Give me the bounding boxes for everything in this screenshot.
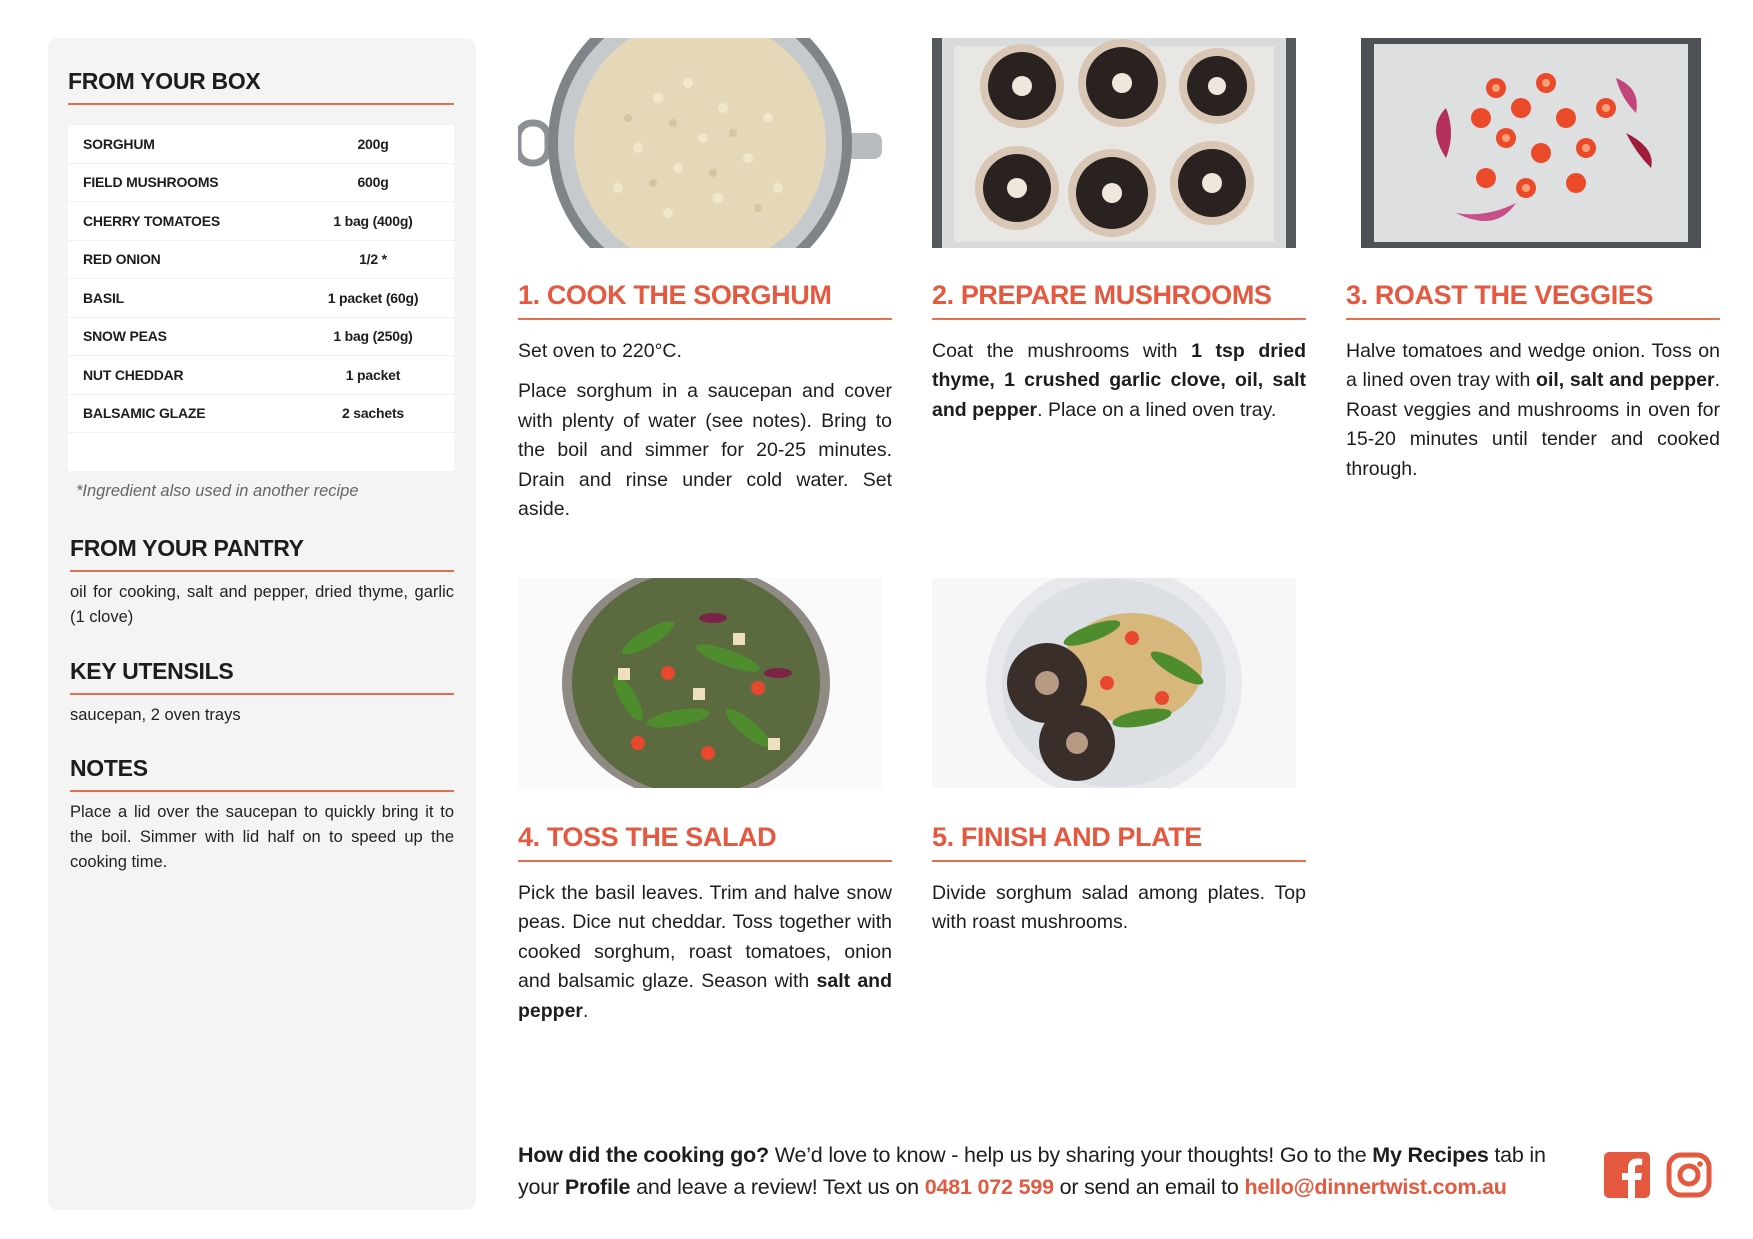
footer-my-recipes: My Recipes xyxy=(1372,1143,1489,1167)
ingredient-name: BALSAMIC GLAZE xyxy=(83,405,206,422)
feedback-footer xyxy=(518,1140,1578,1203)
notes-text: Place a lid over the saucepan to quickly bring it to the boil. Simmer with lid half on to speed up the cooking time. xyxy=(70,803,454,871)
step-4-title: 4. TOSS THE SALAD xyxy=(518,822,892,862)
ingredient-name: RED ONION xyxy=(83,251,161,268)
step-1-text xyxy=(518,337,892,524)
utensils-text: saucepan, 2 oven trays xyxy=(70,706,241,724)
step-4-text xyxy=(518,879,892,1026)
ingredients-table xyxy=(68,125,454,471)
ingredient-row xyxy=(68,202,454,241)
salad-bowl-photo xyxy=(518,578,882,788)
ingredient-qty: 1 bag (250g) xyxy=(333,328,413,345)
step-1-title: 1. COOK THE SORGHUM xyxy=(518,280,892,320)
footer-text-2: tab in your xyxy=(518,1143,1546,1199)
ingredient-row xyxy=(68,279,454,318)
step-2-title: 2. PREPARE MUSHROOMS xyxy=(932,280,1306,320)
footer-text-4: or send an email to xyxy=(1053,1174,1245,1199)
ingredient-name: SNOW PEAS xyxy=(83,328,167,345)
ingredient-name: BASIL xyxy=(83,289,125,306)
from-your-pantry-heading: FROM YOUR PANTRY xyxy=(70,535,454,572)
ingredient-qty: 1/2 * xyxy=(359,251,387,268)
step-3-text-bold: oil, salt and pepper xyxy=(1536,369,1715,392)
ingredient-qty: 1 bag (400g) xyxy=(333,212,413,229)
step-4-text-b: . xyxy=(583,999,589,1022)
step-2-text-b: . Place on a lined oven tray. xyxy=(1037,398,1277,421)
ingredient-row xyxy=(68,395,454,434)
step-3-text-b: . Roast veggies and mushrooms in oven for 15-20 minutes until tender and cooked through. xyxy=(1346,369,1721,480)
ingredient-blank-row xyxy=(68,433,454,471)
step-3-text xyxy=(1346,337,1720,484)
step-3-title: 3. ROAST THE VEGGIES xyxy=(1346,280,1720,320)
ingredients-sidebar xyxy=(48,38,476,1210)
step-1-paragraph-1: Set oven to 220°C. xyxy=(518,340,682,362)
mushrooms-photo xyxy=(932,38,1296,248)
footer-profile: Profile xyxy=(564,1174,631,1199)
step-4-text-a: Pick the basil leaves. Trim and halve snow peas. Dice nut cheddar. Toss together with cooked sorghum, roast tomatoes, onion and balsamic glaze. Season with xyxy=(518,882,892,993)
from-your-box-heading: FROM YOUR BOX xyxy=(68,68,454,105)
ingredient-qty: 1 packet xyxy=(345,366,401,383)
ingredient-name: CHERRY TOMATOES xyxy=(83,212,221,229)
step-2-text-a: Coat the mushrooms with xyxy=(932,340,1192,362)
ingredient-name: NUT CHEDDAR xyxy=(83,366,184,383)
key-utensils-heading: KEY UTENSILS xyxy=(70,658,454,695)
ingredient-footnote: *Ingredient also used in another recipe xyxy=(76,482,359,500)
ingredient-row xyxy=(68,241,454,280)
step-3-text-a: Halve tomatoes and wedge onion. Toss on a lined oven tray with xyxy=(1346,340,1720,392)
email-link[interactable]: hello@dinnertwist.com.au xyxy=(1244,1174,1507,1199)
footer-question: How did the cooking go? xyxy=(518,1143,769,1167)
facebook-icon[interactable] xyxy=(1604,1152,1650,1198)
footer-text-1: We’d love to know - help us by sharing your thoughts! Go to the xyxy=(769,1143,1373,1167)
step-4-text-bold: salt and pepper xyxy=(518,970,893,1022)
ingredient-qty: 600g xyxy=(357,174,389,191)
footer-text-3: and leave a review! Text us on xyxy=(630,1174,925,1199)
step-5-title: 5. FINISH AND PLATE xyxy=(932,822,1306,862)
ingredient-name: FIELD MUSHROOMS xyxy=(83,174,219,191)
ingredient-name: SORGHUM xyxy=(83,135,155,152)
ingredient-row xyxy=(68,318,454,357)
plated-photo xyxy=(932,578,1296,788)
ingredient-row xyxy=(68,356,454,395)
step-5-paragraph: Divide sorghum salad among plates. Top with roast mushrooms. xyxy=(932,882,1306,934)
step-5-text xyxy=(932,879,1306,938)
ingredient-qty: 200g xyxy=(357,135,389,152)
veggies-photo xyxy=(1346,38,1710,248)
ingredient-row xyxy=(68,164,454,203)
instagram-icon[interactable] xyxy=(1666,1152,1712,1198)
step-2-text xyxy=(932,337,1306,425)
phone-link[interactable]: 0481 072 599 xyxy=(924,1174,1054,1199)
ingredient-qty: 2 sachets xyxy=(341,405,405,422)
notes-heading: NOTES xyxy=(70,755,454,792)
ingredient-qty: 1 packet (60g) xyxy=(327,289,419,306)
step-1-paragraph-2: Place sorghum in a saucepan and cover with plenty of water (see notes). Bring to the boil and simmer for 20-25 minutes. Drain and rinse under cold water. Set aside. xyxy=(518,380,892,521)
ingredient-row xyxy=(68,125,454,164)
sorghum-photo xyxy=(518,38,882,248)
step-2-text-bold: 1 tsp dried thyme, 1 crushed garlic clove, oil, salt and pepper xyxy=(932,340,1306,421)
pantry-text: oil for cooking, salt and pepper, dried thyme, garlic (1 clove) xyxy=(70,583,454,626)
